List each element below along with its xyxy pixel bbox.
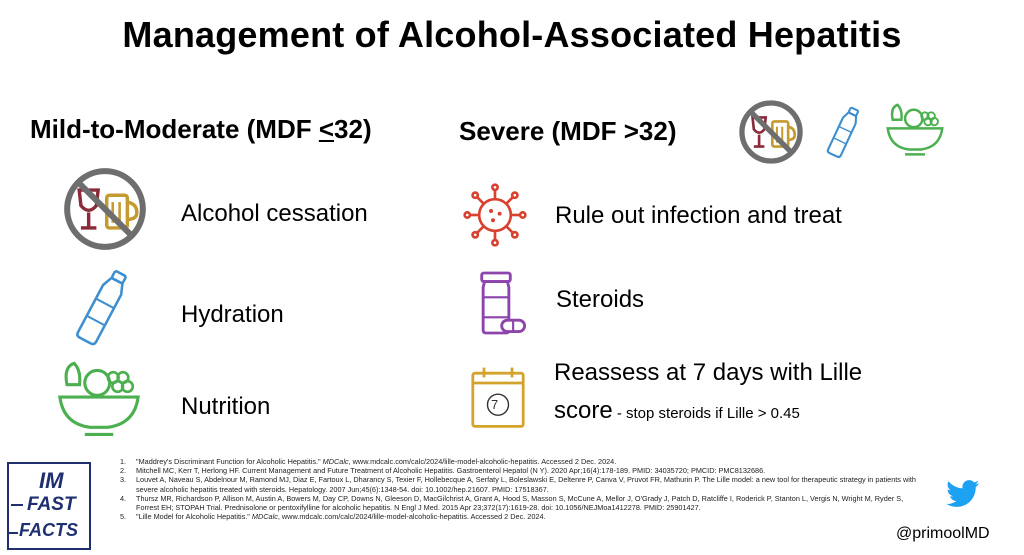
page-title: Management of Alcohol-Associated Hepatitis [122, 14, 902, 55]
severe-item-note: - stop steroids if Lille > 0.45 [612, 405, 800, 422]
severe-item-label: Steroids [556, 286, 645, 313]
severe-item-label-line1: Reassess at 7 days with Lille [554, 359, 863, 386]
calendar-icon [470, 364, 526, 430]
no-alcohol-icon [62, 166, 148, 252]
mild-heading-suffix: 32) [334, 114, 372, 144]
severe-item-label-line2 [554, 397, 800, 425]
calendar-day: 7 [491, 397, 499, 412]
twitter-handle[interactable]: @primoolMD [896, 525, 990, 542]
severe-item-label-score: score [554, 397, 613, 424]
logo-speed-line [11, 504, 23, 506]
logo-line2: FAST [27, 494, 76, 515]
logo-speed-line [9, 532, 18, 534]
reference-item: 1. "Maddrey's Discriminant Function for Alcoholic Hepatitis." MDCalc, www.mdcalc.com/calc/2024/lille-model-alcoholic-hepatitis. Accessed 2 Dec. 2024. [120, 457, 617, 466]
water-bottle-icon [68, 266, 138, 348]
mild-item-label: Nutrition [181, 393, 271, 420]
severe-item-label: Rule out infection and treat [555, 202, 842, 229]
reference-item: 5. "Lille Model for Alcoholic Hepatitis." MDCalc, www.mdcalc.com/calc/2024/lille-model-alcoholic-hepatitis. Accessed 2 Dec. 2024. [120, 512, 546, 522]
mild-heading [30, 114, 372, 145]
reference-item: 3. Louvet A, Naveau S, Abdelnour M, Ramond MJ, Diaz E, Fartoux L, Dharancy S, Texier F, Hollebecque A, Serfaty L, Boleslawski E, Deltenre P, Canva V, Pruvot FR, Mathurin P. The Lille model: a new tool for therapeutic strategy in patients with severe alcoholic hepatitis treated with steroids. Hepatology. 2007 Jun;45(6):1348-54. doi: 10.1002/hep.21607. PMID: 17518367. [120, 475, 916, 494]
pill-bottle-icon [476, 270, 526, 336]
logo-line3: FACTS [19, 520, 79, 540]
reference-item: 4. Thursz MR, Richardson P, Allison M, Austin A, Bowers M, Day CP, Downs N, Gleeson D, MacGilchrist A, Grant A, Hood S, Masson S, McCune A, Mellor J, O'Grady J, Patch D, Ratcliffe I, Roderick P, Stanton L, Vergis N, Wright M, Ryder S, Forrest EH; STOPAH Trial. Prednisolone or pentoxifylline for alcoholic hepatitis. N Engl J Med. 2015 Apr 23;372(17):1619-28. doi: 10.1056/NEJMoa1412278. PMID: 25901427. [120, 493, 904, 513]
mild-heading-prefix: Mild-to-Moderate (MDF [30, 114, 319, 144]
virus-icon [462, 182, 528, 248]
water-bottle-icon [820, 104, 868, 160]
im-fast-facts-logo [7, 462, 91, 550]
mild-item-label: Alcohol cessation [181, 200, 368, 227]
logo-line1: IM [39, 468, 64, 493]
fruit-bowl-icon [884, 100, 946, 158]
references-list [120, 457, 920, 521]
no-alcohol-icon [738, 99, 804, 165]
fruit-bowl-icon [54, 358, 144, 438]
severe-heading: Severe (MDF >32) [459, 116, 677, 146]
mild-heading-underlined: < [318, 114, 335, 144]
reference-item: 2. Mitchell MC, Kerr T, Herlong HF. Current Management and Future Treatment of Alcoholic Hepatitis. Gastroenterol Hepatol (N Y). 2020 Apr;16(4):178-189. PMID: 34035720; PMCID: PMC8132686. [120, 466, 766, 476]
twitter-bird-icon[interactable] [946, 480, 980, 508]
mild-item-label: Hydration [181, 301, 284, 328]
